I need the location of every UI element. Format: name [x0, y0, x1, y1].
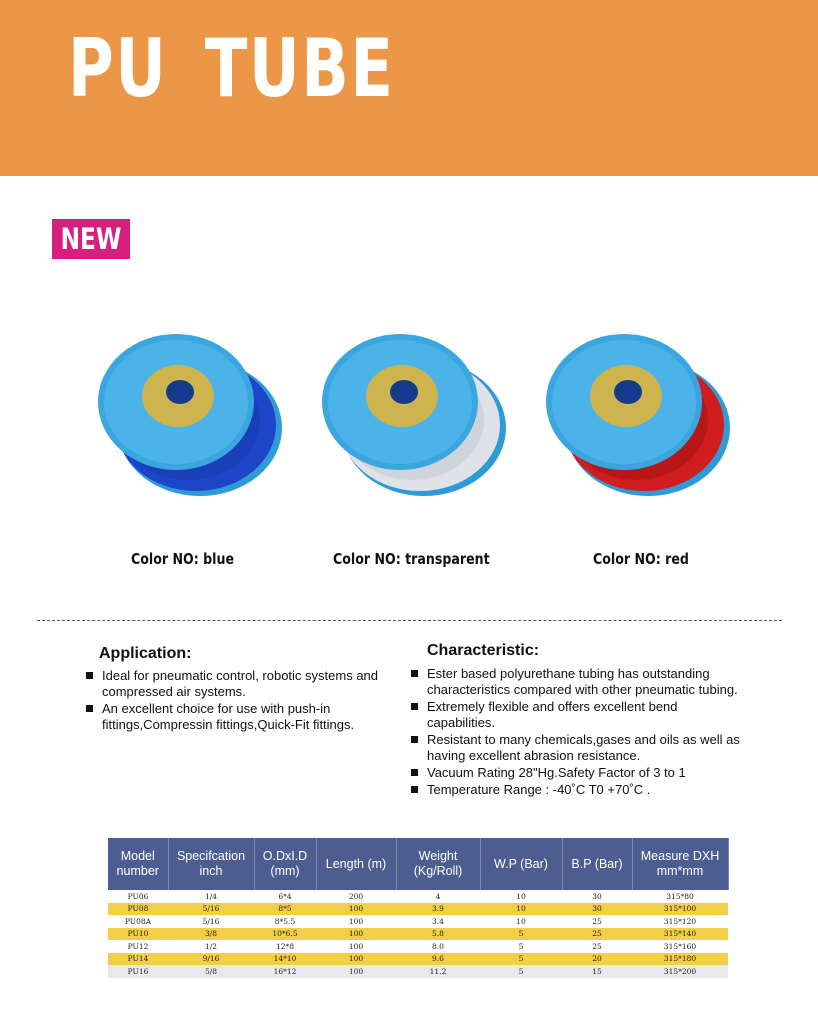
- characteristic-list: [411, 666, 741, 799]
- list-item: Ideal for pneumatic control, robotic systems and compressed air systems.: [86, 668, 386, 700]
- table-cell: PU10: [108, 928, 168, 941]
- table-cell: 5/8: [168, 965, 254, 978]
- table-row: [108, 928, 728, 941]
- column-header: Specifcation inch: [168, 838, 254, 890]
- column-header: Model number: [108, 838, 168, 890]
- column-header: B.P (Bar): [562, 838, 632, 890]
- table-cell: 6*4: [254, 890, 316, 903]
- blue-tube-reel-icon: [88, 320, 288, 510]
- table-cell: 1/2: [168, 940, 254, 953]
- table-row: [108, 940, 728, 953]
- list-item: Resistant to many chemicals,gases and oils as well as having excellent abrasion resistance.: [411, 732, 741, 764]
- table-cell: 3.4: [396, 915, 480, 928]
- list-item: Extremely flexible and offers excellent bend capabilities.: [411, 699, 741, 731]
- table-cell: 315*80: [632, 890, 728, 903]
- table-cell: PU14: [108, 953, 168, 966]
- table-cell: 12*8: [254, 940, 316, 953]
- table-cell: 30: [562, 890, 632, 903]
- column-header: O.DxI.D (mm): [254, 838, 316, 890]
- table-cell: 25: [562, 940, 632, 953]
- table-cell: 100: [316, 953, 396, 966]
- table-row: [108, 915, 728, 928]
- table-cell: 4: [396, 890, 480, 903]
- table-row: [108, 965, 728, 978]
- table-cell: 315*120: [632, 915, 728, 928]
- red-tube-reel-icon: [536, 320, 736, 510]
- table-cell: 20: [562, 953, 632, 966]
- characteristic-heading: Characteristic:: [427, 642, 540, 659]
- bullet-icon: [411, 703, 418, 710]
- column-header: Measure DXH mm*mm: [632, 838, 728, 890]
- table-row: [108, 890, 728, 903]
- bullet-icon: [86, 672, 93, 679]
- table-cell: 5: [480, 928, 562, 941]
- table-cell: 30: [562, 903, 632, 916]
- table-cell: PU06: [108, 890, 168, 903]
- application-list: [86, 668, 386, 734]
- spec-table: [108, 838, 729, 978]
- table-header-row: [108, 838, 728, 890]
- table-cell: 8*5.5: [254, 915, 316, 928]
- list-item: Vacuum Rating 28"Hg.Safety Factor of 3 to 1: [411, 765, 741, 781]
- table-cell: 100: [316, 903, 396, 916]
- table-cell: 5/16: [168, 903, 254, 916]
- table-cell: 10: [480, 915, 562, 928]
- table-cell: PU08: [108, 903, 168, 916]
- table-cell: 8.0: [396, 940, 480, 953]
- table-cell: 5.8: [396, 928, 480, 941]
- table-cell: 100: [316, 915, 396, 928]
- table-cell: 200: [316, 890, 396, 903]
- section-divider: [37, 620, 782, 621]
- table-cell: 315*100: [632, 903, 728, 916]
- product-image-blue: [88, 320, 288, 510]
- color-label-transparent: Color NO: transparent: [333, 550, 490, 568]
- table-cell: 100: [316, 940, 396, 953]
- table-cell: 3/8: [168, 928, 254, 941]
- bullet-icon: [411, 769, 418, 776]
- table-cell: 16*12: [254, 965, 316, 978]
- bullet-icon: [411, 786, 418, 793]
- page-title: PU TUBE: [68, 22, 395, 115]
- color-label-blue: Color NO: blue: [131, 550, 235, 568]
- table-cell: 5/16: [168, 915, 254, 928]
- table-cell: 10*6.5: [254, 928, 316, 941]
- table-cell: 100: [316, 928, 396, 941]
- table-cell: 9.6: [396, 953, 480, 966]
- bullet-icon: [411, 670, 418, 677]
- table-cell: 100: [316, 965, 396, 978]
- table-cell: 3.9: [396, 903, 480, 916]
- table-cell: PU08A: [108, 915, 168, 928]
- color-label-red: Color NO: red: [593, 550, 689, 568]
- table-cell: 15: [562, 965, 632, 978]
- table-cell: 315*140: [632, 928, 728, 941]
- table-row: [108, 953, 728, 966]
- bullet-icon: [86, 705, 93, 712]
- table-cell: 5: [480, 965, 562, 978]
- table-cell: 14*10: [254, 953, 316, 966]
- table-cell: 1/4: [168, 890, 254, 903]
- table-cell: 315*180: [632, 953, 728, 966]
- table-cell: 25: [562, 928, 632, 941]
- table-cell: 8*5: [254, 903, 316, 916]
- table-cell: PU12: [108, 940, 168, 953]
- list-item: Ester based polyurethane tubing has outstanding characteristics compared with other pneumatic tubing.: [411, 666, 741, 698]
- column-header: Length (m): [316, 838, 396, 890]
- table-cell: 5: [480, 940, 562, 953]
- bullet-icon: [411, 736, 418, 743]
- table-row: [108, 903, 728, 916]
- column-header: W.P (Bar): [480, 838, 562, 890]
- table-cell: 315*160: [632, 940, 728, 953]
- list-item: An excellent choice for use with push-in fittings,Compressin fittings,Quick-Fit fittings.: [86, 701, 386, 733]
- list-item: Temperature Range : -40˚C T0 +70˚C .: [411, 782, 741, 798]
- table-cell: 25: [562, 915, 632, 928]
- table-cell: 315*200: [632, 965, 728, 978]
- table-cell: 9/16: [168, 953, 254, 966]
- table-cell: 10: [480, 890, 562, 903]
- new-badge-label: NEW: [60, 222, 122, 256]
- application-heading: Application:: [99, 645, 192, 662]
- header-banner: [0, 0, 818, 176]
- table-cell: 10: [480, 903, 562, 916]
- column-header: Weight (Kg/Roll): [396, 838, 480, 890]
- product-image-transparent: [312, 320, 512, 510]
- table-cell: 11.2: [396, 965, 480, 978]
- transparent-tube-reel-icon: [312, 320, 512, 510]
- table-cell: 5: [480, 953, 562, 966]
- table-cell: PU16: [108, 965, 168, 978]
- new-badge: [52, 219, 130, 259]
- product-image-red: [536, 320, 736, 510]
